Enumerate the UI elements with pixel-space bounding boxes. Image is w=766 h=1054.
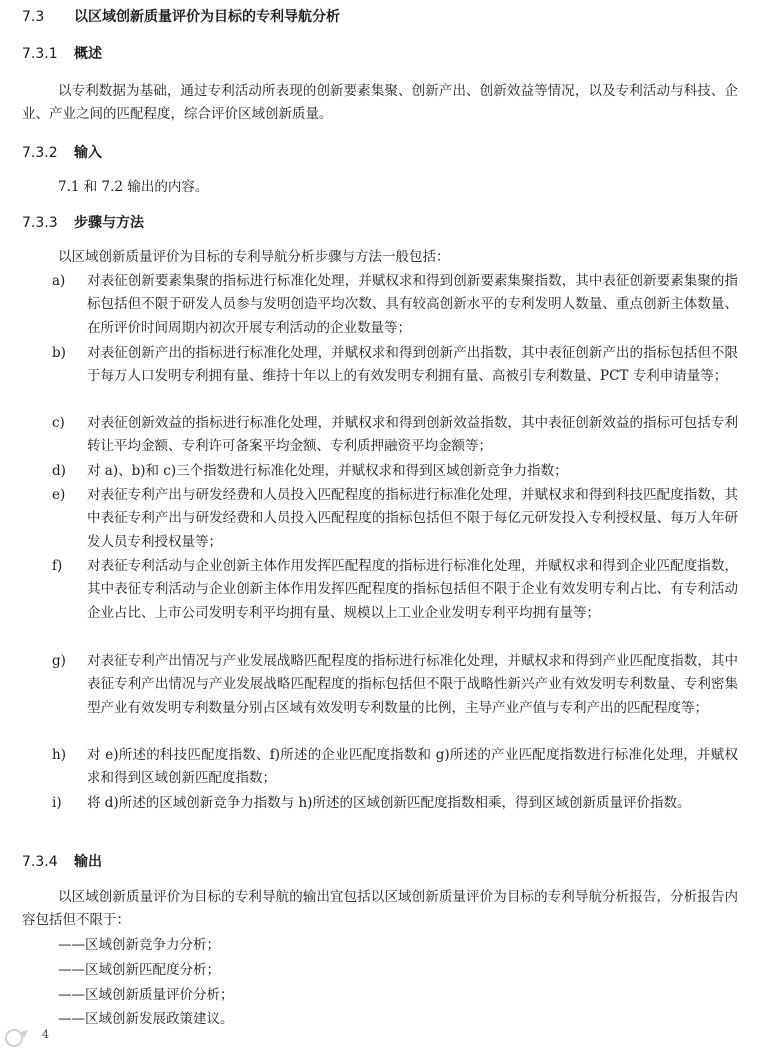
section-heading-7-3-1: 7.3.1 概述 [22,46,102,62]
overview-paragraph: 以专利数据为基础，通过专利活动所表现的创新要素集聚、创新产出、创新效益等情况，以及专利活动与科技、企业、产业之间的匹配程度，综合评价区域创新质量。 [22,83,738,123]
list-item: d) 对 a)、b)和 c)三个指数进行标准化处理，并赋权求和得到区域创新竞争力指数； [52,463,568,479]
watermark-icon [4,1026,32,1050]
list-item: b) 对表征创新产出的指标进行标准化处理，并赋权求和得到创新产出指数，其中表征创新产出的指标包括但不限于每万人口发明专利拥有量、维持十年以上的有效发明专利拥有量、高被引专利数量、PCT 专利申请量等； [52,345,738,385]
steps-intro: 以区域创新质量评价为目标的专利导航分析步骤与方法一般包括： [58,249,450,265]
watermark-logo [4,1026,114,1052]
list-item: i) 将 d)所述的区域创新竞争力指数与 h)所述的区域创新匹配度指数相乘，得到区域创新质量评价指数。 [52,795,691,811]
list-item: h) 对 e)所述的科技匹配度指数、f)所述的企业匹配度指数和 g)所述的产业匹配度指数进行标准化处理，并赋权求和得到区域创新匹配度指数； [52,747,738,787]
list-item: a) 对表征创新要素集聚的指标进行标准化处理，并赋权求和得到创新要素集聚指数，其中表征创新要素集聚的指标包括但不限于研发人员参与发明创造平均次数、具有较高创新水平的专利发明人数量、重点创新主体数量、在所评价时间周期内初次开展专利活动的企业数量等； [52,273,738,336]
output-bullet: ——区域创新发展政策建议。 [58,1011,234,1027]
output-bullet: ——区域创新质量评价分析； [58,987,234,1003]
list-item: e) 对表征专利产出与研发经费和人员投入匹配程度的指标进行标准化处理，并赋权求和得到科技匹配度指数，其中表征专利产出与研发经费和人员投入匹配程度的指标包括但不限于每亿元研发投入专利授权量、每万人年研发人员专利授权量等； [52,487,738,550]
page-number: 4 [42,1028,49,1041]
input-paragraph: 7.1 和 7.2 输出的内容。 [58,179,209,195]
list-item: f) 对表征专利活动与企业创新主体作用发挥匹配程度的指标进行标准化处理，并赋权求和得到企业匹配度指数，其中表征专利活动与企业创新主体作用发挥匹配程度的指标包括但不限于企业有效发明专利占比、有专利活动企业占比、上市公司发明专利平均拥有量、规模以上工业企业发明专利平均拥有量等； [52,558,738,621]
section-heading-7-3-3: 7.3.3 步骤与方法 [22,215,144,231]
section-heading-7-3-2: 7.3.2 输入 [22,145,102,161]
list-item: g) 对表征专利产出情况与产业发展战略匹配程度的指标进行标准化处理，并赋权求和得到产业匹配度指数，其中表征专利产出情况与产业发展战略匹配程度的指标包括但不限于战略性新兴产业有效发明专利数量、专利密集型产业有效发明专利数量分别占区域有效发明专利数量的比例，主导产业产值与专利产出的匹配程度等； [52,653,738,716]
section-heading-7-3-4: 7.3.4 输出 [22,854,102,870]
section-heading-7-3: 7.3 以区域创新质量评价为目标的专利导航分析 [22,9,340,25]
list-item: c) 对表征创新效益的指标进行标准化处理，并赋权求和得到创新效益指数，其中表征创新效益的指标可包括专利转让平均金额、专利许可备案平均金额、专利质押融资平均金额等； [52,415,738,455]
output-paragraph: 以区域创新质量评价为目标的专利导航的输出宜包括以区域创新质量评价为目标的专利导航分析报告，分析报告内容包括但不限于： [22,889,738,929]
output-bullet: ——区域创新匹配度分析； [58,962,220,978]
output-bullet: ——区域创新竞争力分析； [58,937,220,953]
